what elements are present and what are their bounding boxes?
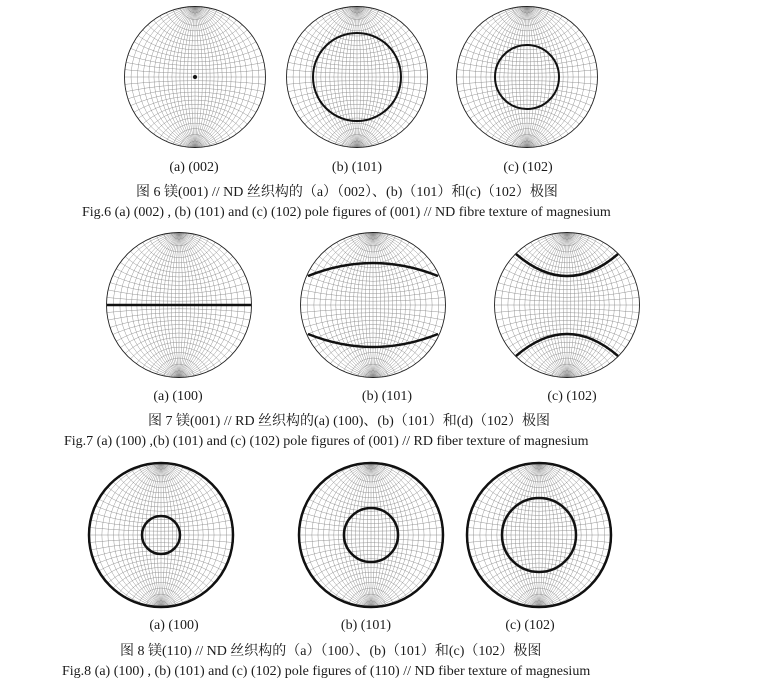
stereographic-net bbox=[298, 462, 444, 608]
stereographic-net bbox=[106, 232, 252, 378]
pole-figure-8c bbox=[466, 462, 612, 608]
pole-figure-7b bbox=[300, 232, 446, 378]
pole-figure-8a bbox=[88, 462, 234, 608]
stereographic-net bbox=[466, 462, 612, 608]
stereographic-net bbox=[300, 232, 446, 378]
pole-figure-6c bbox=[456, 6, 598, 148]
panel-label-8a: (a) (100) bbox=[149, 618, 199, 633]
figure-6-caption-zh: 图 6 镁(001) // ND 丝织构的（a）（002）、(b)（101）和(c)（102）极图 bbox=[136, 185, 558, 200]
panel-label-8c: (c) (102) bbox=[505, 618, 555, 633]
pole-figure-8b bbox=[298, 462, 444, 608]
figure-7-caption-en: Fig.7 (a) (100) ,(b) (101) and (c) (102) pole figures of (001) // RD fiber texture of magnesium bbox=[64, 434, 589, 449]
figure-8-caption-en: Fig.8 (a) (100) , (b) (101) and (c) (102) pole figures of (110) // ND fiber texture of magnesium bbox=[62, 664, 591, 679]
center-pole-point bbox=[193, 75, 197, 79]
stereographic-net bbox=[456, 6, 598, 148]
stereographic-net bbox=[286, 6, 428, 148]
panel-label-6b: (b) (101) bbox=[331, 160, 383, 175]
panel-label-7c: (c) (102) bbox=[547, 389, 597, 404]
pole-figure-6a bbox=[124, 6, 266, 148]
panel-label-7b: (b) (101) bbox=[361, 389, 413, 404]
figure-8-caption-zh: 图 8 镁(110) // ND 丝织构的（a）（100）、(b)（101）和(c)（102）极图 bbox=[120, 644, 542, 659]
panel-label-6a: (a) (002) bbox=[169, 160, 219, 175]
panel-label-8b: (b) (101) bbox=[340, 618, 392, 633]
pole-figure-7c bbox=[494, 232, 640, 378]
panel-label-6c: (c) (102) bbox=[503, 160, 553, 175]
panel-label-7a: (a) (100) bbox=[153, 389, 203, 404]
figure-7-caption-zh: 图 7 镁(001) // RD 丝织构的(a) (100)、(b)（101）和(d)（102）极图 bbox=[148, 414, 551, 429]
stereographic-net bbox=[124, 6, 266, 148]
stereographic-net bbox=[494, 232, 640, 378]
pole-figure-7a bbox=[106, 232, 252, 378]
stereographic-net bbox=[88, 462, 234, 608]
pole-figure-6b bbox=[286, 6, 428, 148]
figure-6-caption-en: Fig.6 (a) (002) , (b) (101) and (c) (102) pole figures of (001) // ND fibre texture of magnesium bbox=[82, 205, 611, 220]
